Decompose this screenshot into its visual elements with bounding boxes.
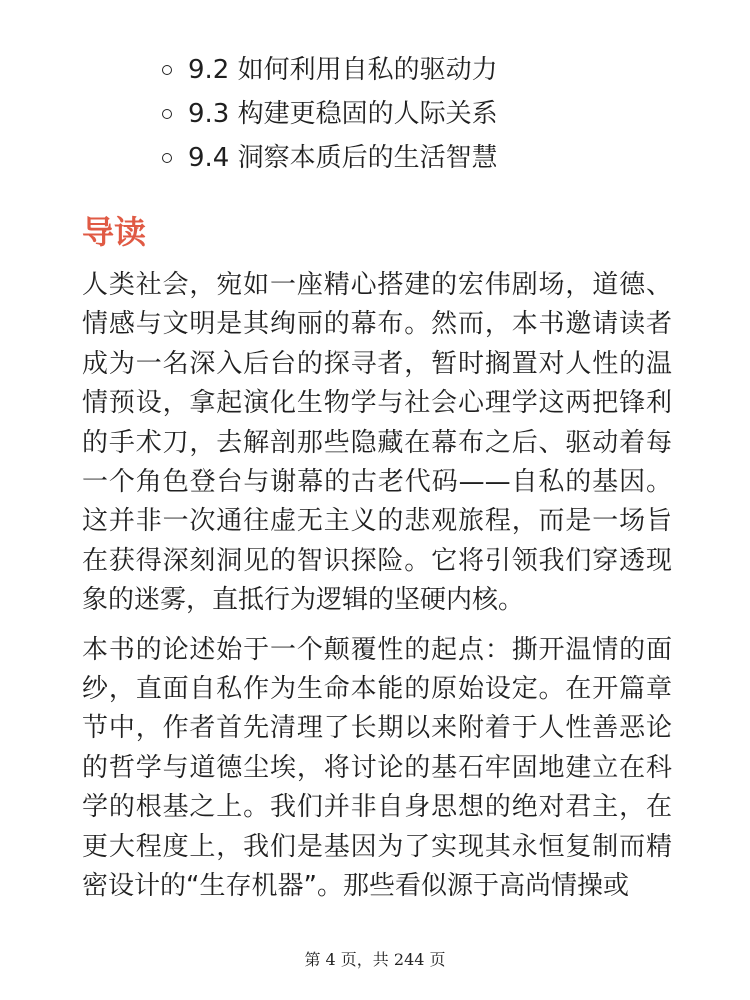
section-heading: 导读	[82, 213, 147, 251]
hollow-circle-bullet-icon	[162, 153, 172, 163]
toc-item[interactable]	[162, 48, 722, 92]
page-number: 第 4 页，共 244 页	[304, 950, 446, 969]
toc-item-label: 9.2 如何利用自私的驱动力	[188, 55, 498, 85]
hollow-circle-bullet-icon	[162, 65, 172, 75]
paragraph: 人类社会，宛如一座精心搭建的宏伟剧场，道德、情感与文明是其绚丽的幕布。然而，本书邀请读者成为一名深入后台的探寻者，暂时搁置对人性的温情预设，拿起演化生物学与社会心理学这两把锋利的手术刀，去解剖那些隐藏在幕布之后、驱动着每一个角色登台与谢幕的古老代码——自私的基因。这并非一次通往虚无主义的悲观旅程，而是一场旨在获得深刻洞见的智识探险。它将引领我们穿透现象的迷雾，直抵行为逻辑的坚硬内核。	[82, 270, 672, 616]
toc-item[interactable]	[162, 92, 722, 136]
table-of-contents	[162, 48, 722, 180]
paragraph: 本书的论述始于一个颠覆性的起点：撕开温情的面纱，直面自私作为生命本能的原始设定。在开篇章节中，作者首先清理了长期以来附着于人性善恶论的哲学与道德尘埃，将讨论的基石牢固地建立在科学的根基之上。我们并非自身思想的绝对君主，在更大程度上，我们是基因为了实现其永恒复制而精密设计的“生存机器”。那些看似源于高尚情操或	[82, 634, 672, 902]
hollow-circle-bullet-icon	[162, 109, 172, 119]
toc-item[interactable]	[162, 136, 722, 180]
toc-item-label: 9.3 构建更稳固的人际关系	[188, 99, 498, 129]
body-text	[82, 266, 672, 917]
toc-item-label: 9.4 洞察本质后的生活智慧	[188, 143, 498, 173]
